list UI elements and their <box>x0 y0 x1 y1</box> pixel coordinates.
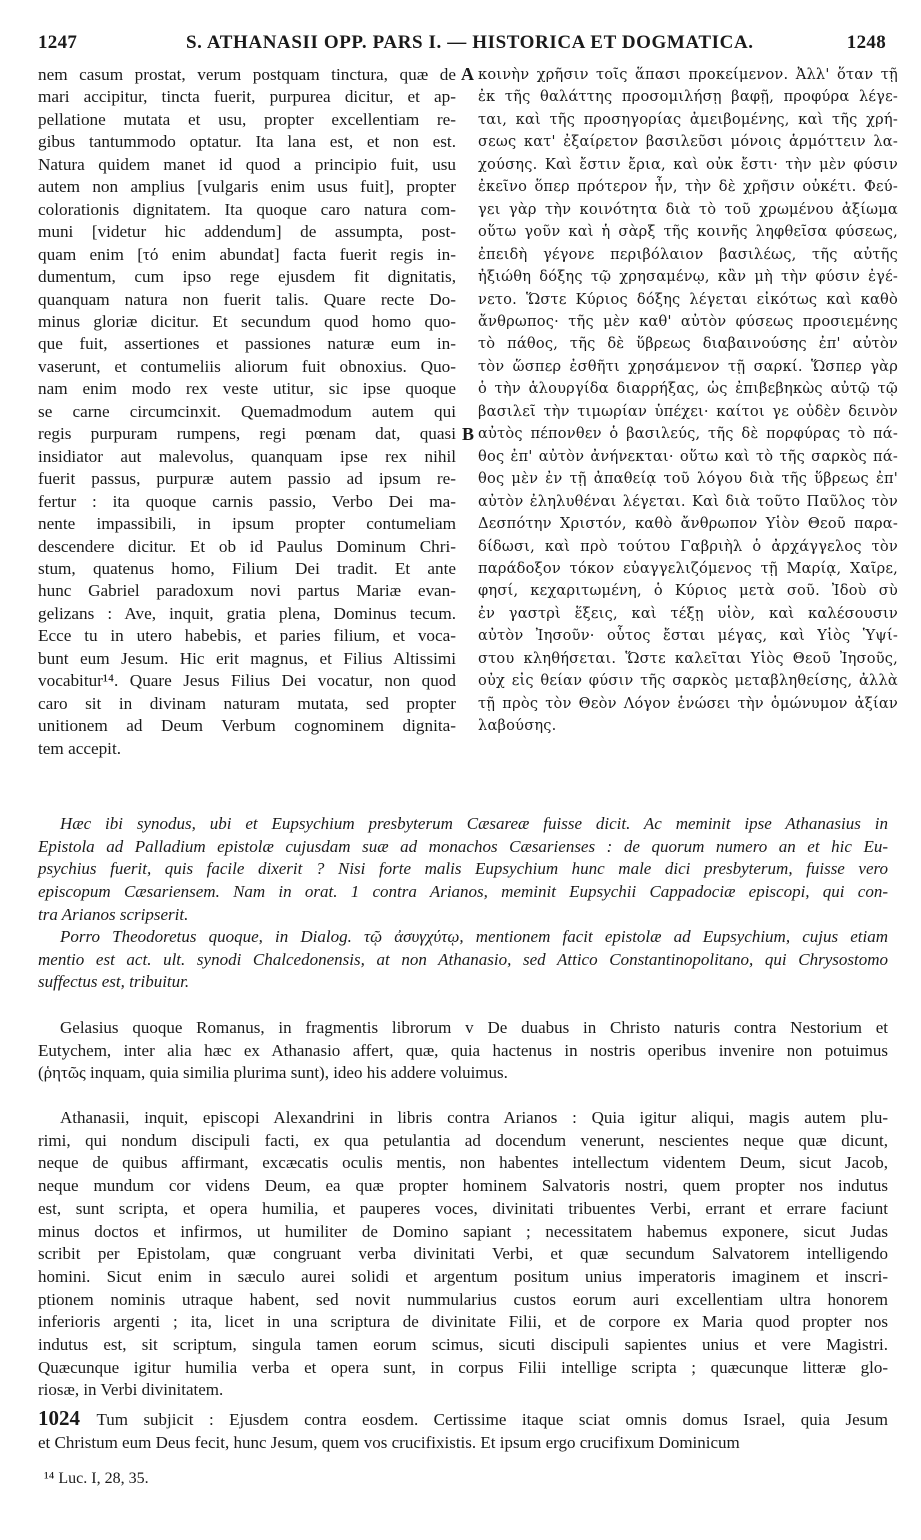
section-marker-b: B <box>462 424 475 444</box>
text-line: fertur : ita quoque carnis passio, Verbo Dei ma- <box>38 491 456 511</box>
page-number-left: 1247 <box>38 32 78 53</box>
text-line: riosæ, in Verbi divinitatem. <box>38 1380 224 1400</box>
footnote: ¹⁴ Luc. I, 28, 35. <box>44 1470 149 1487</box>
text-line: τῇ πρὸς τὸν Θεὸν Λόγον ἑνώσει τὴν ὁμώνυμον ἀξίαν <box>478 694 898 712</box>
text-line: dumentum, cum ipso rege ejusdem fit dignitatis, <box>38 267 456 287</box>
text-line: σεως κατ' ἐξαίρετον βασιλεῦσι μόνοις ἁρμόττειν λα- <box>478 133 898 151</box>
latin-column <box>38 64 456 760</box>
text-line: stum, quatenus homo, Filium Dei tradit. Et ante <box>38 558 456 578</box>
text-line: insidiator aut malevolus, quanquam ipse rex nihil <box>38 446 456 466</box>
note-paragraph-4 <box>38 1107 888 1402</box>
text-line: descendere dicitur. Et ob id Paulus Dominum Chri- <box>38 536 456 556</box>
text-line: Epistola ad Palladium epistolæ cujusdam suæ ad monachos Cæsarienses : de quorum numero an et hic Eu- <box>38 836 888 856</box>
text-line: nam enim modo rex veste utitur, sic ipse quoque <box>38 379 456 399</box>
text-line: ἐν γαστρὶ ἕξεις, καὶ τέξῃ υἱὸν, καὶ καλέσουσιν <box>478 604 898 622</box>
text-line: colorationis dignitatem. Ita quoque caro natura com- <box>38 199 456 219</box>
greek-column <box>478 64 898 738</box>
text-line: ἐκ τῆς θαλάττης προσομιλήσῃ βαφῇ, προφύρα λέγε- <box>478 88 898 106</box>
text-line: Ecce tu in utero habebis, et paries filium, et voca- <box>38 626 456 646</box>
text-line: fuerit passus, purpuræ autem passio ad ipsum re- <box>38 469 456 489</box>
text-line: et Christum eum Deus fecit, hunc Jesum, quem vos crucifixistis. Et ipsum ergo crucifixum Dominicum <box>38 1432 740 1452</box>
text-line: Δεσπότην Χριστόν, καθὸ ἄνθρωπον Υἱὸν Θεοῦ παρα- <box>478 515 898 533</box>
text-line: episcopum Cæsariensem. Nam in orat. 1 contra Arianos, meminit Eupsychii Cappadociæ episcopi, qui con- <box>38 882 888 902</box>
text-line: tra Arianos scripserit. <box>38 904 189 924</box>
text-line: homini. Sicut enim in sæculo aurei solidi et argentum positum unius imperatoris imaginem et inscri- <box>38 1266 888 1286</box>
text-line: ptionem nominis utraque habent, sed novit nummularius custos eorum auri excellentiam ultra honorem <box>38 1289 888 1309</box>
text-line: αὐτὸν ἐληλυθέναι λέγεται. Καὶ διὰ τοῦτο Παῦλος τὸν <box>478 492 898 510</box>
note-paragraph-5 <box>38 1407 888 1454</box>
text-line: muni [videtur hic addendum] de assumpta, post- <box>38 222 456 242</box>
text-line: que fuit, assertiones et passiones naturæ eum in- <box>38 334 456 354</box>
column-number: 1024 <box>38 1406 97 1430</box>
text-line: αὐτὸς πέπονθεν ὁ βασιλεύς, τῆς δὲ πορφύρας τὸ πά- <box>478 425 898 443</box>
text-line: Athanasii, inquit, episcopi Alexandrini in libris contra Arianos : Quia igitur aliqui, magis autem plu- <box>60 1108 888 1127</box>
text-line: ἄνθρωπος· τῆς μὲν καθ' αὐτὸν φύσεως προσιεμένης <box>478 312 898 330</box>
text-line: vocabitur¹⁴. Quare Jesus Filius Dei vocatur, non quod <box>38 671 456 691</box>
page-number-right: 1248 <box>846 32 886 53</box>
text-line: psychius fuerit, quis facile dixerit ? Nisi forte malis Eupsychium hunc male dici presbyterum, fuisse vero <box>38 859 888 879</box>
text-line: θος μὲν ἐν τῇ ἀπαθείᾳ τοῦ λόγου διὰ τῆς ὕβρεως ἐπ' <box>478 470 898 488</box>
text-line: παράδοξον τόκον εὐαγγελιζόμενος τῇ Μαρίᾳ, Χαῖρε, <box>478 559 898 577</box>
text-line: φησί, κεχαριτωμένη, ὁ Κύριος μετὰ σοῦ. Ἰδοὺ σὺ <box>478 582 898 600</box>
text-line: λαβούσης. <box>478 717 557 735</box>
text-line: Porro Theodoretus quoque, in Dialog. τῷ ἀσυγχύτῳ, mentionem facit epistolæ ad Eupsychium, cujus etiam <box>60 927 888 946</box>
section-marker-a: A <box>461 64 474 84</box>
text-line: mentio est act. ult. synodi Chalcedonensis, at non Athanasio, sed Attico Constantinopolitano, qui Chrysostomo <box>38 949 888 969</box>
note-paragraph-2 <box>38 926 888 994</box>
text-line: autem non amplius [vulgaris enim usus fuit], propter <box>38 177 456 197</box>
text-line: nem casum prostat, verum postquam tinctura, quæ de <box>38 65 456 84</box>
text-line: scribit per Epistolam, quæ congruant verba divinitati Verbi, et quæ secundum Salvatorem intelligendo <box>38 1244 888 1264</box>
note-paragraph-1 <box>38 813 888 927</box>
text-line: Gelasius quoque Romanus, in fragmentis librorum v De duabus in Christo naturis contra Nestorium et <box>60 1018 888 1037</box>
text-line: γει γὰρ τὴν κοινότητα διὰ τὸ τοῦ χρωμένου ἀξίωμα <box>478 200 898 218</box>
text-line: Hæc ibi synodus, ubi et Eupsychium presbyterum Cæsareæ fuisse dicit. Ac meminit ipse Athanasius in <box>60 814 888 833</box>
text-line: κοινὴν χρῆσιν τοῖς ἅπασι προκείμενον. Ἀλλ' ὅταν τῇ <box>478 66 898 83</box>
text-line: θος ἐπ' αὐτὸν ἀνήνεκται· οὕτω καὶ τὸ τῆς σαρκὸς πά- <box>478 447 898 465</box>
text-line: se carne circumcinxit. Quemadmodum autem qui <box>38 401 456 421</box>
text-line: bunt eum Jesum. Hic erit magnus, et Filius Altissimi <box>38 648 456 668</box>
text-line: minus gloriæ dicitur. Et secundum quod homo quo- <box>38 311 456 331</box>
text-line: Quæcunque igitur humilia verba et opera sunt, in corpus Filii intellige scripta ; quæcunque litteræ glo- <box>38 1357 888 1377</box>
text-line: indutus est, sit scriptum, singula tamen eorum scimus, sicuti discipuli sapientes unius et vere Magistri. <box>38 1335 888 1355</box>
text-line: Natura quidem manet id quod a principio fuit, usu <box>38 154 456 174</box>
text-line: nente impassibili, in ipsum propter contumeliam <box>38 514 456 534</box>
text-line: quanquam natura non fuerit talis. Quare recte Do- <box>38 289 456 309</box>
text-line: τὸν ὥσπερ ἐσθῆτι χρησάμενον τῇ σαρκί. Ὥσπερ γὰρ <box>478 357 898 375</box>
text-line: caro sit in divinam naturam mutata, sed propter <box>38 693 456 713</box>
text-line: στου κληθήσεται. Ὥστε καλεῖται Υἱὸς Θεοῦ Ἰησοῦς, <box>478 649 898 667</box>
page-header <box>38 32 886 56</box>
text-line: gelizans : Ave, inquit, gratia plena, Dominus tecum. <box>38 603 456 623</box>
running-title: S. ATHANASII OPP. PARS I. — HISTORICA ET DOGMATICA. <box>186 32 754 53</box>
text-line: minus doctos et infirmos, ut humiliter de Domino sapiant ; necessitatem habemus exponere, sicut Judas <box>38 1221 888 1241</box>
text-line: hunc Gabriel paradoxum novi partus Mariæ evan- <box>38 581 456 601</box>
text-line: οὐχ εἰς θείαν φύσιν τῆς σαρκὸς μεταβληθείσης, ἀλλὰ <box>478 672 898 690</box>
text-line: αὐτὸν Ἰησοῦν· οὗτος ἔσται μέγας, καὶ Υἱὸς Ὑψί- <box>478 627 898 645</box>
text-line: ται, καὶ τῆς προσηγορίας ἀμειβομένης, καὶ τῆς χρή- <box>478 110 898 128</box>
text-line: οὕτω γοῦν καὶ ἡ σὰρξ τῆς κοινῆς ληφθεῖσα φύσεως, <box>478 223 898 241</box>
text-line: gibus tantummodo optatur. Ita lana est, et non est. <box>38 132 456 152</box>
text-line-content: Tum subjicit : Ejusdem contra eosdem. Certissime itaque sciat omnis domus Israel, quia Jesum <box>96 1410 888 1429</box>
text-line: χούσης. Καὶ ἔστιν ἔρια, καὶ οὐκ ἔστι· τὴν μὲν φύσιν <box>478 155 898 173</box>
text-line: τὸ πάθος, τῆς δὲ ὕβρεως διαβαινούσης ἐπ' αὐτὸν <box>478 335 898 353</box>
text-line: vaserunt, et contumeliis aliorum fuit obnoxius. Quo- <box>38 356 456 376</box>
text-line: ὁ τὴν ἁλουργίδα διαρρήξας, ὡς ἐπιβεβηκὼς αὐτῷ τῷ <box>478 380 898 398</box>
text-line: Eutychem, inter alia hæc ex Athanasio affert, quæ, quia hactenus in nostris operibus invenire non potuimus <box>38 1040 888 1060</box>
text-line: quam enim [τό enim abundat] facta fuerit regis in- <box>38 244 456 264</box>
text-line: unitionem ad Deum Verbum cognominem dignita- <box>38 716 456 736</box>
text-line: ἐκεῖνο ὅπερ πρότερον ἦν, τὴν δὲ χρῆσιν οὐκέτι. Φεύ- <box>478 178 898 196</box>
text-line: mari accipitur, tincta fuerit, purpurea dicitur, et ap- <box>38 87 456 107</box>
text-line: pellatione mutata et usu, propter excellentiam re- <box>38 109 456 129</box>
text-line: suffectus est, tribuitur. <box>38 972 190 992</box>
text-line: neque de quibus affirmant, excæcatis oculis mentis, non habentes intellectum videntem Deum, sicut Jacob, <box>38 1153 888 1173</box>
text-line: δίδωσι, καὶ πρὸ τούτου Γαβριὴλ ὁ ἀρχάγγελος τὸν <box>478 537 898 555</box>
text-line: νετο. Ὥστε Κύριος δόξης λέγεται εἰκότως καὶ καθὸ <box>478 290 898 308</box>
text-line: neque mundum cor videns Deum, ea quæ propter hominem Salvatoris nostri, quem propter nos indutus <box>38 1176 888 1196</box>
text-line: ἠξιώθη δόξης τῷ χρησαμένῳ, κἂν μὴ τὴν φύσιν ἐγέ- <box>478 268 898 286</box>
text-line: βασιλεῖ τὴν τιμωρίαν ὑπέχει· καίτοι γε οὐδὲν δεινὸν <box>478 402 898 420</box>
text-line: est, sunt scripta, et opera humilia, et pauperes voces, divinitati tribuentes Verbi, errant et errare faciunt <box>38 1198 888 1218</box>
text-line: (ῥητῶς inquam, quia similia plurima sunt), ideo his addere voluimus. <box>38 1063 508 1083</box>
text-line: rimi, qui nondum discipuli facti, ex qua petulantia ad docendum venerunt, nescientes neque quæ dicunt, <box>38 1130 888 1150</box>
note-paragraph-3 <box>38 1017 888 1085</box>
text-line: ἐπειδὴ γέγονε περιβόλαιον βασιλέως, τῆς αὐτῆς <box>478 245 898 263</box>
text-line: tem accepit. <box>38 738 122 758</box>
text-line <box>38 1407 888 1432</box>
text-line: regis purpuram rumpens, regi pœnam dat, quasi <box>38 424 456 444</box>
text-line: inferioris argenti ; ita, licet in una scriptura de divinitate Filii, et de corpore ex Maria quod propter nos <box>38 1312 888 1332</box>
